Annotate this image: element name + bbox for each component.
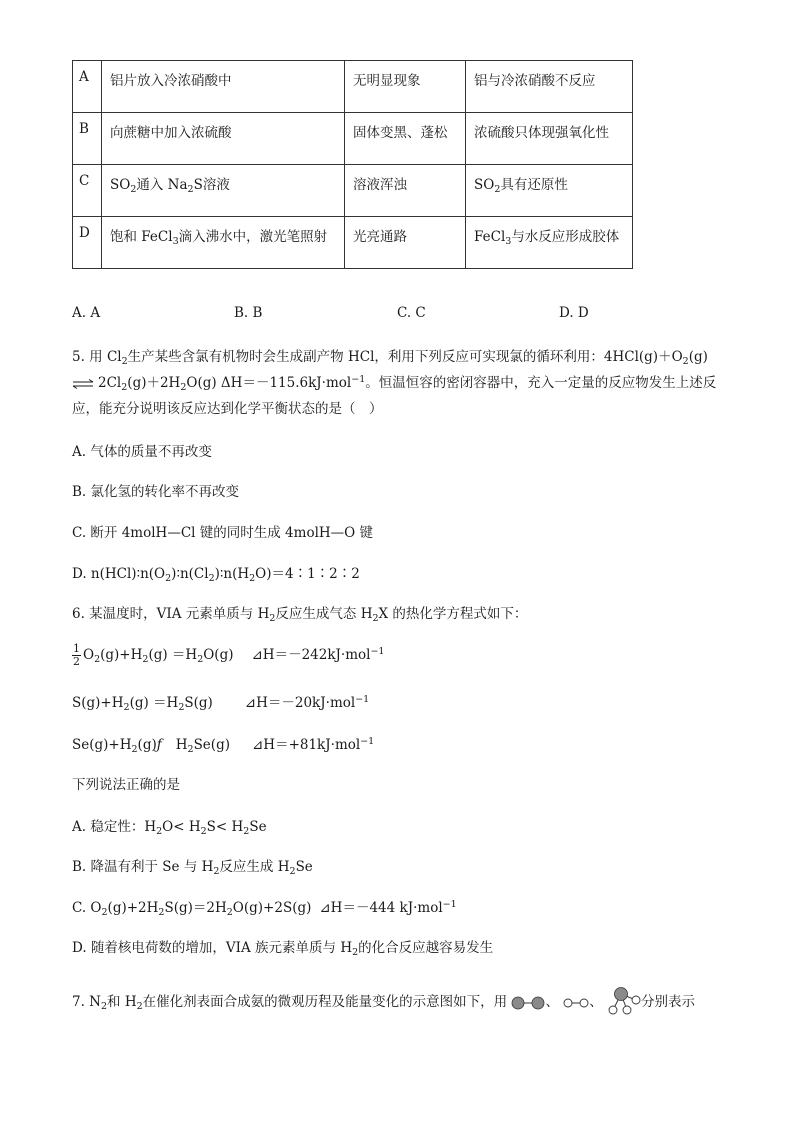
table-row	[73, 61, 633, 113]
q6-equation-2: $S(g)+H_2(g) =H_2S(g)$ ⊿H＝－20kJ·mol$^{-1}$	[72, 694, 370, 713]
row-conclusion: FeCl$_3$与水反应形成胶体	[466, 217, 633, 269]
q5-option-d: D. $n(HCl)∶n(O_2)∶n(Cl_2)∶n(H_2O)=4∶1∶2∶2$	[72, 566, 360, 584]
q6-intro: 6. 某温度时，VIA 元素单质与 $H_2$反应生成气态 $H_2X$ 的热化学方程式如下：	[72, 606, 528, 624]
table-row	[73, 113, 633, 165]
row-phenomenon: 无明显现象	[345, 61, 466, 113]
experiment-table	[72, 60, 633, 269]
row-conclusion: 浓硫酸只体现强氧化性	[466, 113, 633, 165]
row-label: D	[73, 217, 102, 269]
choice-d: D. D	[559, 305, 589, 321]
table-row	[73, 217, 633, 269]
row-label: B	[73, 113, 102, 165]
equilibrium-arrow-icon	[72, 379, 94, 389]
row-conclusion: 铝与冷浓硝酸不反应	[466, 61, 633, 113]
ammonia-molecule-icon	[607, 986, 641, 1016]
q5-line-1: 5. 用 $Cl_2$生产某些含氯有机物时会生成副产物 HCl，利用下列反应可实现氯的循环利用：$4HCl(g)+O_2(g)$	[72, 349, 708, 367]
q6-equation-1: $\frac{1}{2}$ $O_2(g)+H_2(g) =H_2O(g)$ ⊿H＝－242kJ·mol$^{-1}$	[73, 642, 385, 668]
table-row	[73, 165, 633, 217]
q5-option-b: B. 氯化氢的转化率不再改变	[72, 484, 240, 500]
q5-line-3: 应，能充分说明该反应达到化学平衡状态的是（ ）	[72, 401, 383, 417]
choice-c: C. C	[397, 305, 426, 321]
q6-option-a: A. 稳定性：$H_2O< H_2S< H_2Se$	[72, 819, 267, 837]
nitrogen-molecule-icon	[511, 996, 545, 1010]
row-phenomenon: 固体变黑、蓬松	[345, 113, 466, 165]
row-operation: 铝片放入冷浓硝酸中	[102, 61, 345, 113]
q5-option-c: C. 断开 4molH—Cl 键的同时生成 4molH—O 键	[72, 525, 374, 541]
q5-line-2: $2Cl_2(g)+2H_2O(g)$ ΔH＝－115.6kJ·mol$^{-1}$。恒温恒容的密闭容器中，充入一定量的反应物发生上述反	[72, 371, 716, 391]
q6-option-d: D. 随着核电荷数的增加，VIA 族元素单质与 $H_2$的化合反应越容易发生	[72, 940, 494, 958]
q5-option-a: A. 气体的质量不再改变	[72, 444, 212, 460]
q7-intro: 7. $N_2$和 $H_2$在催化剂表面合成氨的微观历程及能量变化的示意图如下，用 、 、 分别表示	[72, 986, 695, 1016]
row-phenomenon: 光亮通路	[345, 217, 466, 269]
q6-option-c: C. $O_2(g)+2H_2S(g)=2H_2O(g)+2S(g)$ ⊿H＝－444 kJ·mol$^{-1}$	[72, 899, 457, 918]
row-operation: 饱和 FeCl$_3$滴入沸水中，激光笔照射	[102, 217, 345, 269]
hydrogen-molecule-icon	[563, 997, 589, 1009]
row-operation: 向蔗糖中加入浓硫酸	[102, 113, 345, 165]
choice-a: A. A	[72, 305, 101, 321]
q6-equation-3: $Se(g)+H_2(g)ƒ$ $H_2Se(g)$ ⊿H＝+81kJ·mol$^{-1}$	[72, 736, 375, 755]
q6-ask: 下列说法正确的是	[72, 777, 180, 793]
row-operation: $SO_2$通入 $Na_2S$溶液	[102, 165, 345, 217]
row-phenomenon: 溶液浑浊	[345, 165, 466, 217]
row-label: C	[73, 165, 102, 217]
row-conclusion: $SO_2$具有还原性	[466, 165, 633, 217]
choice-b: B. B	[234, 305, 263, 321]
fraction-one-half: $\frac{1}{2}$	[73, 642, 80, 668]
row-label: A	[73, 61, 102, 113]
q6-option-b: B. 降温有利于 Se 与 $H_2$反应生成 $H_2Se$	[72, 859, 313, 877]
